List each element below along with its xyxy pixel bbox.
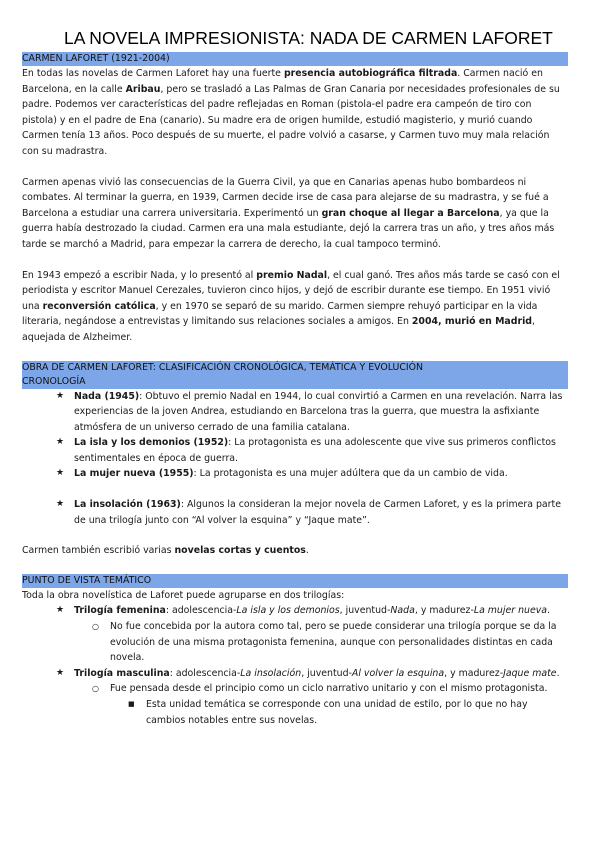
circle-bullet-icon: ○	[92, 622, 99, 632]
paragraph-trilogies-intro: Toda la obra novelística de Laforet puede agruparse en dos trilogías:	[22, 589, 345, 601]
paragraph-short-works: Carmen también escribió varias novelas cortas y cuentos.	[22, 545, 309, 557]
star-bullet-icon: ★	[56, 468, 65, 479]
list-item: ★ Trilogía masculina: adolescencia-La insolación, juventud-Al volver la esquina, y madurez-Jaque mate. ○ Fue pensada desde el principio como un ciclo narrativo unitario y con el mismo protagonista. ■ Esta unidad temática se corresponde con una unidad de estilo, por lo que no hay cambios notables entre sus novelas.	[56, 666, 568, 728]
circle-bullet-icon: ○	[92, 684, 99, 694]
list-item: ★ Nada (1945): Obtuvo el premio Nadal en 1944, lo cual convirtió a Carmen en una revelación. Narra las experiencias de la joven Andrea, estudiando en Barcelona tras la guerra, que muestra la asfixiante atmósfera de un universo cerrado de una familia catalana.	[56, 390, 563, 433]
paragraph-bio-3: En 1943 empezó a escribir Nada, y lo presentó al premio Nadal, el cual ganó. Tres años más tarde se casó con el periodista y escritor Manuel Cerezales, tuvieron cinco hijos, y dejó de escribir durante ese tiempo. En 1951 vivió una reconversión católica, y en 1970 se separó de su marido. Carmen siempre rehuyó participar en la vida literaria, negándose a entrevistas y limitando sus relaciones sociales a amigos. En 2004, murió en Madrid, aquejada de Alzheimer.	[22, 269, 560, 343]
document-title: LA NOVELA IMPRESIONISTA: NADA DE CARMEN LAFORET	[64, 28, 553, 48]
paragraph-bio-1: En todas las novelas de Carmen Laforet hay una fuerte presencia autobiográfica filtrada. Carmen nació en Barcelona, en la calle Aribau, pero se trasladó a Las Palmas de Gran Canaria por necesidades profesionales de su padre. Podemos ver características del padre reflejadas en Roman (pistola-el padre era campeón de tiro con pistola) y en el padre de Ena (canario). Su madre era de origen humilde, estudió magisterio, y murió cuando Carmen tenía 13 años. Poco después de su muerte, el padre volvió a casarse, y Carmen tuvo muy mala relación con su madrastra.	[22, 68, 560, 157]
subsection-heading-chronology: CRONOLOGÍA	[22, 375, 568, 389]
star-bullet-icon: ★	[56, 667, 65, 678]
star-bullet-icon: ★	[56, 499, 65, 510]
list-item: ★ La mujer nueva (1955): La protagonista es una mujer adúltera que da un cambio de vida.	[56, 466, 568, 482]
list-item: ○ Fue pensada desde el principio como un ciclo narrativo unitario y con el mismo protagonista. ■ Esta unidad temática se corresponde con una unidad de estilo, por lo que no hay cambios notables entre sus novelas.	[92, 681, 568, 728]
list-item: ■ Esta unidad temática se corresponde con una unidad de estilo, por lo que no hay cambios notables entre sus novelas.	[128, 699, 528, 726]
star-bullet-icon: ★	[56, 437, 65, 448]
document-page	[22, 22, 568, 728]
trilogies-list	[22, 603, 568, 728]
section-heading-thematic: PUNTO DE VISTA TEMÁTICO	[22, 574, 568, 588]
star-bullet-icon: ★	[56, 390, 65, 401]
list-item: ★ La insolación (1963): Algunos la consideran la mejor novela de Carmen Laforet, y es la primera parte de una trilogía junto con “Al volver la esquina” y “Jaque mate”.	[56, 499, 561, 526]
section-heading-works: OBRA DE CARMEN LAFORET: CLASIFICACIÓN CRONOLÓGICA, TEMÁTICA Y EVOLUCIÓN	[22, 361, 568, 375]
section-heading-biography: CARMEN LAFORET (1921-2004)	[22, 52, 568, 66]
paragraph-bio-2: Carmen apenas vivió las consecuencias de la Guerra Civil, ya que en Canarias apenas hubo bombardeos ni combates. Al terminar la guerra, en 1939, Carmen decide irse de casa para alejarse de su madrastra, y se fué a Barcelona a estudiar una carrera universitaria. Experimentó un gran choque al llegar a Barcelona, ya que la guerra había destrozado la ciudad. Carmen era una mala estudiante, dejó la carrera tras un año, y tres años más tarde se marchó a Madrid, para empezar la carrera de derecho, la cual tampoco terminó.	[22, 176, 555, 250]
list-item: ★ Trilogía femenina: adolescencia-La isla y los demonios, juventud-Nada, y madurez-La mujer nueva. ○ No fue concebida por la autora como tal, pero se puede considerar una trilogía porque se da la evolución de una misma protagonista femenina, aunque con personalidades distintas en cada novela.	[56, 603, 568, 665]
list-item: ○ No fue concebida por la autora como tal, pero se puede considerar una trilogía porque se da la evolución de una misma protagonista femenina, aunque con personalidades distintas en cada novela.	[92, 621, 557, 664]
list-item: ★ La isla y los demonios (1952): La protagonista es una adolescente que vive sus primeros conflictos sentimentales en época de guerra.	[56, 437, 556, 464]
star-bullet-icon: ★	[56, 605, 65, 616]
square-bullet-icon: ■	[128, 700, 135, 708]
chronology-list	[22, 389, 568, 529]
